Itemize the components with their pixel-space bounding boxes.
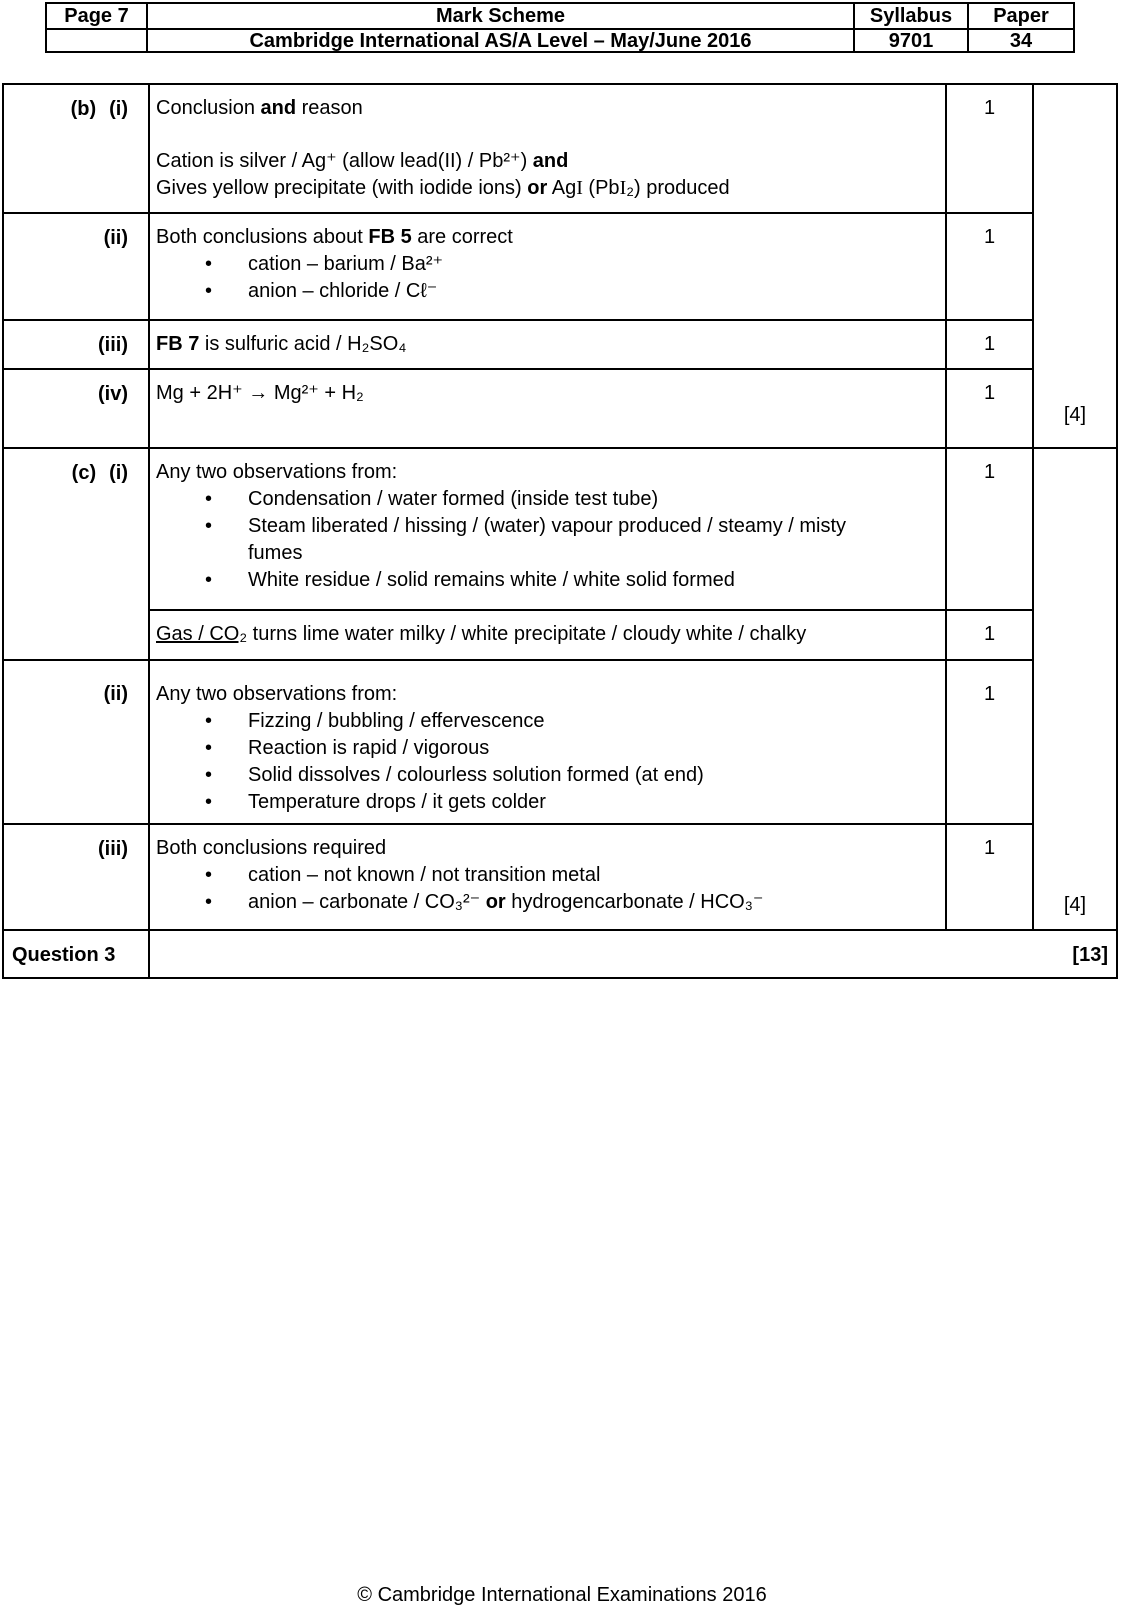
numeral-label: (iv) bbox=[98, 383, 128, 405]
mark-cell-c-i bbox=[947, 449, 1034, 611]
syllabus-label: Syllabus bbox=[869, 4, 953, 27]
header-empty-cell bbox=[47, 30, 148, 53]
answer-line: Cation is silver / Ag⁺ (allow lead(II) / Pb²⁺) and bbox=[156, 150, 569, 172]
page-number-cell bbox=[47, 4, 148, 30]
label-cell-b-i bbox=[4, 85, 150, 214]
bullet-item: • cation – barium / Ba²⁺ bbox=[156, 251, 939, 278]
answer-line: Any two observations from: bbox=[156, 683, 398, 705]
bullet-item: • White residue / solid remains white / white solid formed bbox=[156, 567, 939, 594]
mark-value: 1 bbox=[983, 226, 996, 248]
mark-value: 1 bbox=[983, 623, 996, 645]
paper-label-cell bbox=[969, 4, 1073, 30]
paper-value-cell bbox=[969, 30, 1073, 53]
mark-value: 1 bbox=[983, 461, 996, 483]
answer-cell-b-ii bbox=[150, 214, 947, 321]
answer-cell-c-iii bbox=[150, 825, 947, 931]
mark-cell-c-ii bbox=[947, 661, 1034, 825]
mark-cell-b-iii bbox=[947, 321, 1034, 370]
numeral-label: (i) bbox=[109, 462, 128, 484]
question-total-label-cell bbox=[4, 931, 150, 977]
numeral-label: (ii) bbox=[103, 683, 128, 705]
answer-cell-b-iii bbox=[150, 321, 947, 370]
label-cell-c-ii bbox=[4, 661, 150, 825]
question-label: Question 3 bbox=[12, 944, 116, 966]
question-total-cell bbox=[150, 931, 1116, 977]
answer-line: FB 7 is sulfuric acid / H₂SO₄ bbox=[156, 333, 407, 355]
bullet-item: • cation – not known / not transition metal bbox=[156, 862, 939, 889]
page-number: Page 7 bbox=[64, 4, 129, 27]
section-c-total: [4] bbox=[1063, 894, 1087, 916]
numeral-label: (iii) bbox=[98, 334, 128, 356]
answer-line: Both conclusions required bbox=[156, 837, 387, 859]
numeral-label: (ii) bbox=[103, 227, 128, 249]
mark-cell-b-i bbox=[947, 85, 1034, 214]
answer-line: Gives yellow precipitate (with iodide ions) or AgI (PbI₂) produced bbox=[156, 177, 730, 199]
header-table bbox=[45, 2, 1075, 53]
label-cell-c-i bbox=[4, 449, 150, 661]
bullet-item: • Temperature drops / it gets colder bbox=[156, 789, 939, 816]
label-cell-b-iv bbox=[4, 370, 150, 449]
mark-cell-c-iii bbox=[947, 825, 1034, 931]
paper-label: Paper bbox=[993, 4, 1049, 27]
mark-cell-c-i-gas bbox=[947, 611, 1034, 661]
copyright-text: © Cambridge International Examinations 2016 bbox=[357, 1584, 767, 1606]
answer-line: Gas / CO₂ turns lime water milky / white precipitate / cloudy white / chalky bbox=[156, 623, 807, 645]
bullet-item: • Reaction is rapid / vigorous bbox=[156, 735, 939, 762]
mark-cell-b-ii bbox=[947, 214, 1034, 321]
answer-cell-b-iv bbox=[150, 370, 947, 449]
answer-cell-c-i-gas bbox=[150, 611, 947, 661]
numeral-label: (iii) bbox=[98, 838, 128, 860]
exam-subtitle-cell bbox=[148, 30, 855, 53]
answer-cell-b-i bbox=[150, 85, 947, 214]
mark-scheme-table bbox=[2, 83, 1118, 979]
answer-line: Mg + 2H⁺ → Mg²⁺ + H₂ bbox=[156, 382, 364, 404]
answer-line: Both conclusions about FB 5 are correct bbox=[156, 226, 513, 248]
part-label: (b) bbox=[70, 98, 97, 120]
syllabus-value: 9701 bbox=[888, 30, 934, 52]
mark-value: 1 bbox=[983, 97, 996, 119]
syllabus-label-cell bbox=[855, 4, 969, 30]
section-b-total: [4] bbox=[1063, 404, 1087, 426]
section-c-total-cell bbox=[1034, 449, 1116, 931]
answer-cell-c-i bbox=[150, 449, 947, 611]
copyright-footer bbox=[0, 1584, 1124, 1607]
bullet-item: • Steam liberated / hissing / (water) vapour produced / steamy / misty fumes bbox=[156, 513, 939, 567]
mark-value: 1 bbox=[983, 333, 996, 355]
answer-line: Any two observations from: bbox=[156, 461, 398, 483]
document-title: Mark Scheme bbox=[436, 4, 565, 27]
mark-value: 1 bbox=[983, 382, 996, 404]
section-b-total-cell bbox=[1034, 85, 1116, 449]
label-cell-b-ii bbox=[4, 214, 150, 321]
syllabus-value-cell bbox=[855, 30, 969, 53]
answer-line: Conclusion and reason bbox=[156, 97, 363, 119]
question-total-marks: [13] bbox=[1072, 944, 1108, 966]
mark-value: 1 bbox=[983, 837, 996, 859]
label-cell-c-iii bbox=[4, 825, 150, 931]
bullet-item: • Condensation / water formed (inside test tube) bbox=[156, 486, 939, 513]
mark-value: 1 bbox=[983, 683, 996, 705]
bullet-item: • anion – carbonate / CO₃²⁻ or hydrogencarbonate / HCO₃⁻ bbox=[156, 889, 939, 916]
answer-cell-c-ii bbox=[150, 661, 947, 825]
numeral-label: (i) bbox=[109, 98, 128, 120]
part-label: (c) bbox=[71, 462, 97, 484]
exam-subtitle: Cambridge International AS/A Level – May/June 2016 bbox=[249, 30, 752, 52]
paper-value: 34 bbox=[1009, 30, 1033, 52]
bullet-item: • anion – chloride / Cℓ⁻ bbox=[156, 278, 939, 305]
mark-cell-b-iv bbox=[947, 370, 1034, 449]
bullet-item: • Fizzing / bubbling / effervescence bbox=[156, 708, 939, 735]
label-cell-b-iii bbox=[4, 321, 150, 370]
document-title-cell bbox=[148, 4, 855, 30]
bullet-item: • Solid dissolves / colourless solution formed (at end) bbox=[156, 762, 939, 789]
